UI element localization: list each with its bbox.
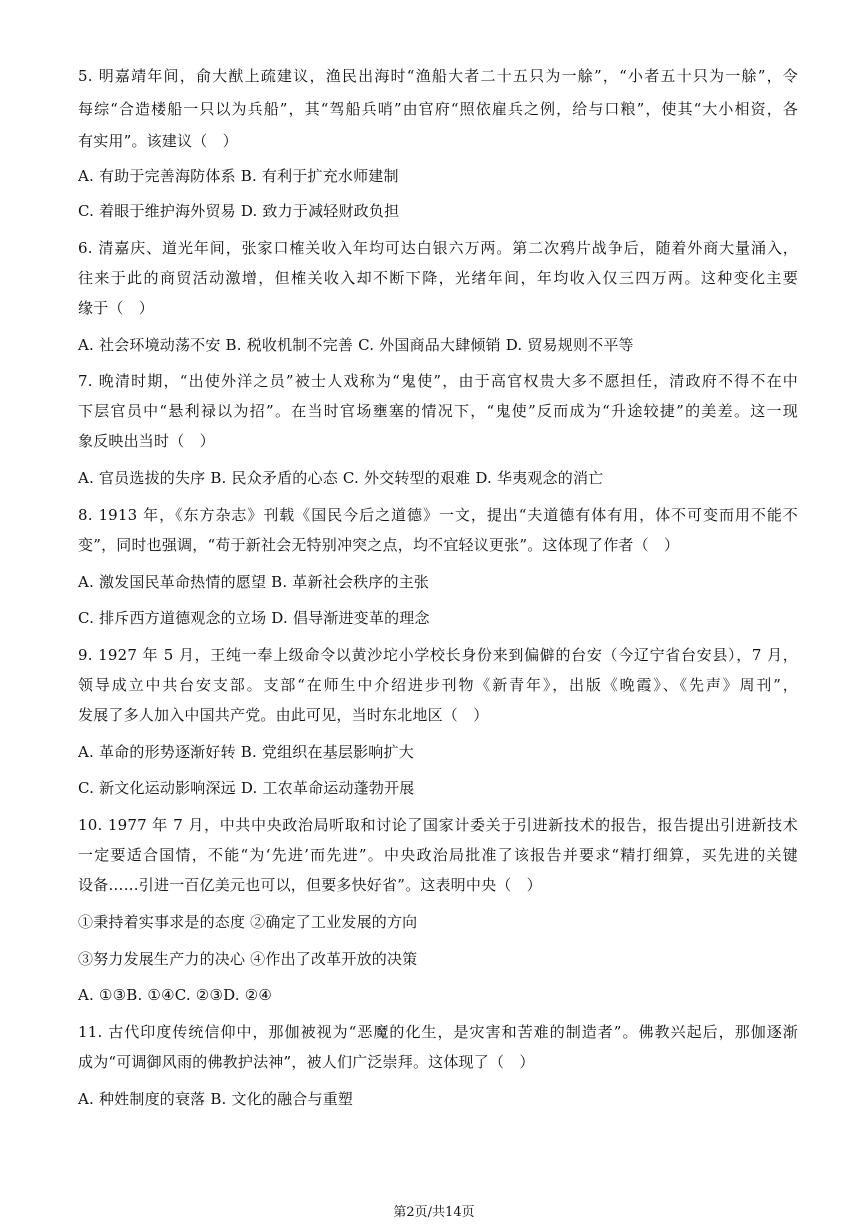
question-8-stem-line-2: 变”，同时也强调，“苟于新社会无特别冲突之点，均不宜轻议更张”。这体现了作者（ ）: [78, 536, 680, 554]
question-9-stem-line-2: 领导成立中共台安支部。支部“在师生中介绍进步刊物《新青年》，出版《晚霞》、《先声》周刊”，: [78, 676, 798, 694]
question-11-option-ab: A. 种姓制度的衰落 B. 文化的融合与重塑: [78, 1090, 354, 1108]
question-6-stem-line-1: 6. 清嘉庆、道光年间，张家口榷关收入年均可达白银六万两。第二次鸦片战争后，随着外商大量涌入，: [78, 239, 798, 257]
question-7-options: A. 官员选拔的失序 B. 民众矛盾的心态 C. 外交转型的艰难 D. 华夷观念的消亡: [78, 469, 604, 487]
question-11-stem-line-1: 11. 古代印度传统信仰中，那伽被视为“恶魔的化生，是灾害和苦难的制造者”。佛教兴起后，那伽逐渐: [78, 1023, 798, 1041]
question-8-option-ab: A. 激发国民革命热情的愿望 B. 革新社会秩序的主张: [78, 573, 430, 591]
page-number: 第2页/共14页: [393, 1205, 475, 1220]
question-5-stem-line-1: 5. 明嘉靖年间，俞大猷上疏建议，渔民出海时“渔船大者二十五只为一艅”，“小者五十只为一艅”，令: [78, 67, 798, 85]
question-7-stem-line-2: 下层官员中“悬利禄以为招”。在当时官场壅塞的情况下，“鬼使”反而成为“升途较捷”的美差。这一现: [78, 402, 798, 420]
question-8-option-cd: C. 排斥西方道德观念的立场 D. 倡导渐进变革的理念: [78, 609, 430, 627]
question-7-stem-line-1: 7. 晚清时期，“出使外洋之员”被士人戏称为“鬼使”，由于高官权贵大多不愿担任，清政府不得不在中: [78, 372, 798, 390]
question-10-stem-line-3: 设备……引进一百亿美元也可以，但要多快好省”。这表明中央（ ）: [78, 876, 542, 894]
question-10-statements-12: ①秉持着实事求是的态度 ②确定了工业发展的方向: [78, 913, 418, 931]
question-10-stem-line-1: 10. 1977 年 7 月，中共中央政治局听取和讨论了国家计委关于引进新技术的报告，报告提出引进新技术: [78, 816, 798, 834]
question-10-options: A. ①③B. ①④C. ②③D. ②④: [78, 986, 273, 1004]
question-5-stem-line-2: 每综“合造楼船一只以为兵船”，其“驾船兵哨”由官府“照依雇兵之例，给与口粮”，使其“大小相资，各: [78, 100, 798, 118]
question-7-stem-line-3: 象反映出当时（ ）: [78, 432, 215, 450]
question-8-stem-line-1: 8. 1913 年，《东方杂志》刊载《国民今后之道德》一文，提出“夫道德有体有用，体不可变而用不能不: [78, 506, 798, 524]
question-5-stem-line-3: 有实用”。该建议（ ）: [78, 132, 238, 150]
question-9-option-ab: A. 革命的形势逐渐好转 B. 党组织在基层影响扩大: [78, 743, 414, 761]
question-5-option-cd: C. 着眼于维护海外贸易 D. 致力于减轻财政负担: [78, 202, 400, 220]
question-6-options: A. 社会环境动荡不安 B. 税收机制不完善 C. 外国商品大肆倾销 D. 贸易规则不平等: [78, 336, 634, 354]
question-9-stem-line-3: 发展了多人加入中国共产党。由此可见，当时东北地区（ ）: [78, 706, 489, 724]
question-5-option-ab: A. 有助于完善海防体系 B. 有利于扩充水师建制: [78, 167, 399, 185]
question-10-stem-line-2: 一定要适合国情，不能“为‘先进’而先进”。中央政治局批准了该报告并要求“精打细算，买先进的关键: [78, 846, 798, 864]
question-9-stem-line-1: 9. 1927 年 5 月，王纯一奉上级命令以黄沙坨小学校长身份来到偏僻的台安（今辽宁省台安县），7 月，: [78, 646, 798, 664]
question-6-stem-line-2: 往来于此的商贸活动激增，但榷关收入却不断下降，光绪年间，年均收入仅三四万两。这种变化主要: [78, 269, 798, 287]
question-10-statements-34: ③努力发展生产力的决心 ④作出了改革开放的决策: [78, 950, 418, 968]
question-9-option-cd: C. 新文化运动影响深远 D. 工农革命运动蓬勃开展: [78, 779, 415, 797]
question-6-stem-line-3: 缘于（ ）: [78, 299, 155, 317]
question-11-stem-line-2: 成为“可调御风雨的佛教护法神”，被人们广泛崇拜。这体现了（ ）: [78, 1053, 535, 1071]
